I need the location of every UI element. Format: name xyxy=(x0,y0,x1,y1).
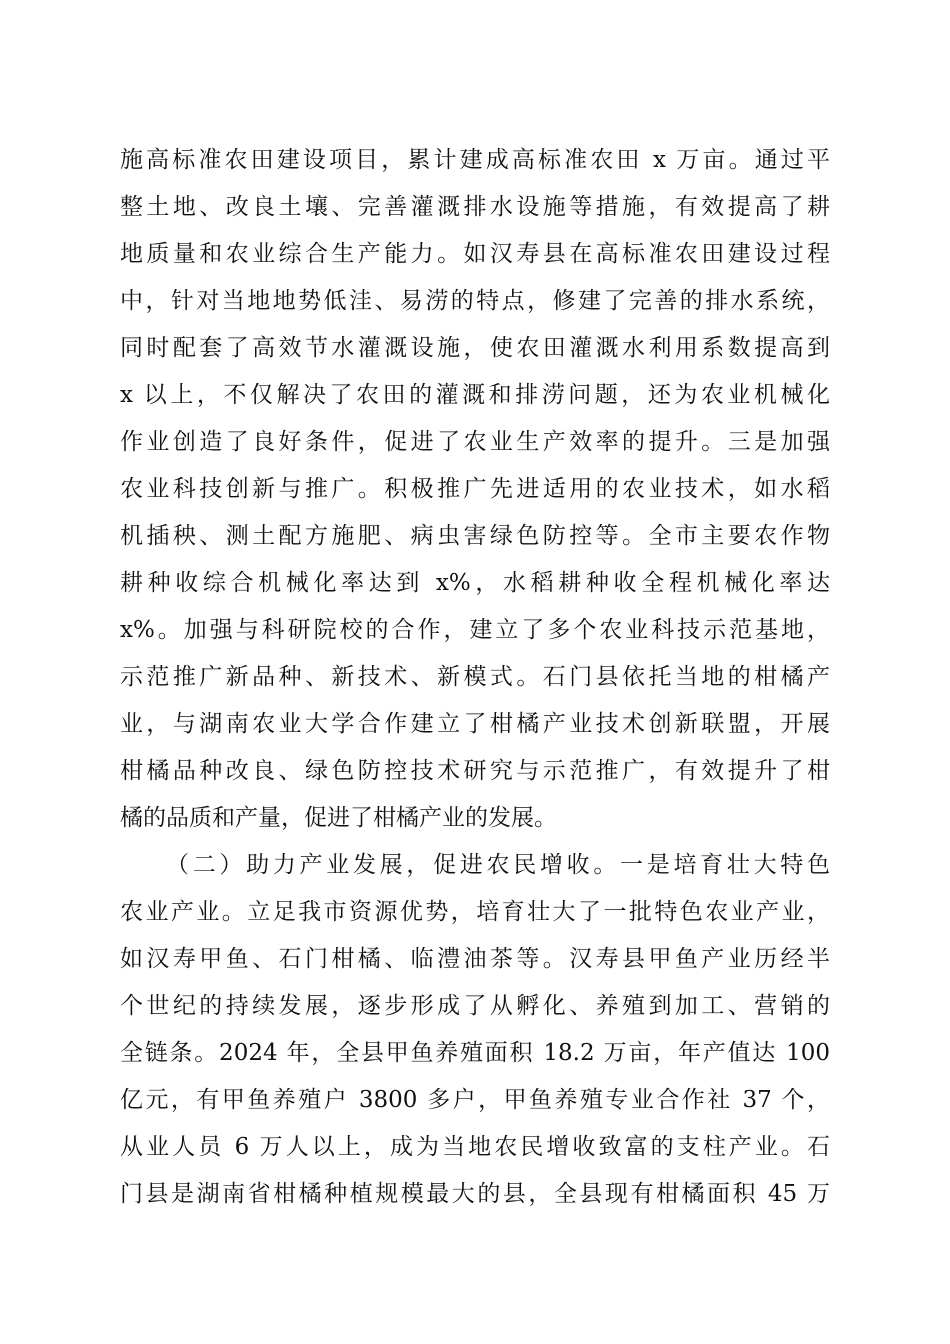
body-text-line: 从业人员 6 万人以上，成为当地农民增收致富的支柱产业。石 xyxy=(120,1134,830,1160)
body-text-line: 橘的品质和产量，促进了柑橘产业的发展。 xyxy=(120,805,557,831)
body-text-line: 机插秧、测土配方施肥、病虫害绿色防控等。全市主要农作物 xyxy=(120,523,830,549)
body-text-line: 个世纪的持续发展，逐步形成了从孵化、养殖到加工、营销的 xyxy=(120,993,830,1019)
body-text-line: 示范推广新品种、新技术、新模式。石门县依托当地的柑橘产 xyxy=(120,664,830,690)
body-text-line: 整土地、改良土壤、完善灌溉排水设施等措施，有效提高了耕 xyxy=(120,194,830,220)
body-text-line: 施高标准农田建设项目，累计建成高标准农田 x 万亩。通过平 xyxy=(120,147,830,173)
body-text-line: 农业产业。立足我市资源优势，培育壮大了一批特色农业产业， xyxy=(120,899,830,925)
body-text-line: 全链条。2024 年，全县甲鱼养殖面积 18.2 万亩，年产值达 100 xyxy=(120,1040,830,1066)
body-text-line: 耕种收综合机械化率达到 x%，水稻耕种收全程机械化率达 xyxy=(120,570,830,596)
body-text-line: 门县是湖南省柑橘种植规模最大的县，全县现有柑橘面积 45 万 xyxy=(120,1181,830,1207)
body-text-line: 同时配套了高效节水灌溉设施，使农田灌溉水利用系数提高到 xyxy=(120,335,830,361)
body-text-line: x 以上，不仅解决了农田的灌溉和排涝问题，还为农业机械化 xyxy=(120,382,830,408)
section-heading-line: （二）助力产业发展，促进农民增收。一是培育壮大特色 xyxy=(166,852,830,878)
body-text-line: 地质量和农业综合生产能力。如汉寿县在高标准农田建设过程 xyxy=(120,241,830,267)
body-text-line: x%。加强与科研院校的合作，建立了多个农业科技示范基地， xyxy=(120,617,830,643)
body-text-line: 柑橘品种改良、绿色防控技术研究与示范推广，有效提升了柑 xyxy=(120,758,830,784)
body-text-line: 农业科技创新与推广。积极推广先进适用的农业技术，如水稻 xyxy=(120,476,830,502)
body-text-line: 如汉寿甲鱼、石门柑橘、临澧油茶等。汉寿县甲鱼产业历经半 xyxy=(120,946,830,972)
body-text-line: 亿元，有甲鱼养殖户 3800 多户，甲鱼养殖专业合作社 37 个， xyxy=(120,1087,830,1113)
body-text-line: 中，针对当地地势低洼、易涝的特点，修建了完善的排水系统， xyxy=(120,288,830,314)
body-text-line: 业，与湖南农业大学合作建立了柑橘产业技术创新联盟，开展 xyxy=(120,711,830,737)
body-text-line: 作业创造了良好条件，促进了农业生产效率的提升。三是加强 xyxy=(120,429,830,455)
